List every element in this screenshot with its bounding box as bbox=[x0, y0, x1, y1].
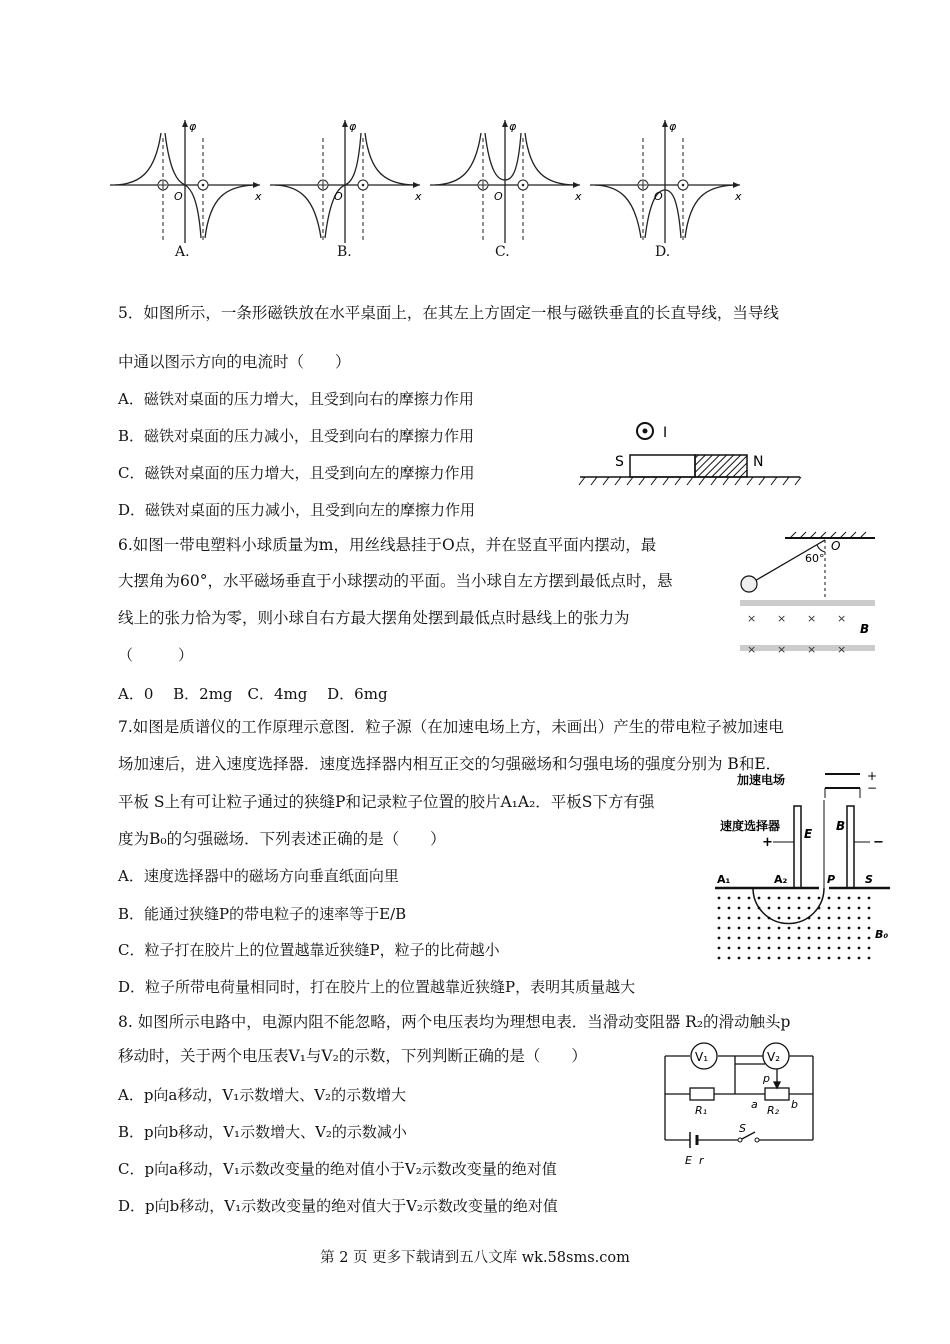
q7-option-d: D．粒子所带电荷量相同时，打在胶片上的位置越靠近狭缝P，表明其质量越大 bbox=[118, 978, 636, 996]
q7-spectrometer-figure bbox=[715, 770, 890, 965]
q5-stem-2: 中通以图示方向的电流时（ ） bbox=[118, 353, 351, 371]
ball bbox=[741, 576, 757, 592]
q7-line-3: 平板 S上有可让粒子通过的狭缝P和记录粒子位置的胶片A₁A₂．平板S下方有强 bbox=[118, 793, 655, 811]
origin-c: O bbox=[494, 190, 503, 203]
svg-text:×: × bbox=[807, 612, 817, 625]
internal-r-label: r bbox=[699, 1154, 704, 1167]
q5-option-b: B．磁铁对桌面的压力减小，且受到向右的摩擦力作用 bbox=[118, 427, 475, 445]
q5-magnet-figure bbox=[575, 415, 805, 495]
film-A1: A₁ bbox=[717, 873, 731, 886]
q6-line-1: 6.如图一带电塑料小球质量为m，用丝线悬挂于O点，并在竖直平面内摆动，最 bbox=[118, 536, 657, 554]
svg-text:×: × bbox=[807, 643, 817, 656]
q6-line-3: 线上的张力恰为零，则小球自右方最大摆角处摆到最低点时悬线上的张力为 bbox=[118, 609, 630, 627]
q5-option-c: C．磁铁对桌面的压力增大，且受到向左的摩擦力作用 bbox=[118, 464, 475, 482]
graph-label-a: A. bbox=[175, 244, 190, 260]
svg-text:×: × bbox=[777, 643, 787, 656]
q5-option-a: A．磁铁对桌面的压力增大，且受到向右的摩擦力作用 bbox=[118, 390, 474, 408]
graph-b bbox=[270, 120, 420, 243]
q6-options: A．0 B．2mg C．4mg D．6mg bbox=[118, 685, 388, 703]
q8-option-d: D．p向b移动，V₁示数改变量的绝对值大于V₂示数改变量的绝对值 bbox=[118, 1197, 558, 1215]
r2-label: R₂ bbox=[767, 1104, 780, 1117]
q7-line-4: 度为B₀的匀强磁场．下列表述正确的是（ ） bbox=[118, 830, 446, 848]
emf-label: E bbox=[685, 1154, 692, 1167]
svg-text:×: × bbox=[747, 612, 757, 625]
svg-text:×: × bbox=[777, 612, 787, 625]
axis-x-c: x bbox=[575, 190, 582, 203]
south-pole-label: S bbox=[615, 454, 624, 470]
accel-minus: − bbox=[867, 781, 878, 795]
field-B0: B₀ bbox=[875, 928, 889, 941]
selector-E: E bbox=[804, 827, 813, 841]
axis-phi-a: φ bbox=[189, 120, 197, 133]
origin-d: O bbox=[654, 190, 663, 203]
slider-p-label: p bbox=[763, 1072, 770, 1085]
axis-x-a: x bbox=[255, 190, 262, 203]
graph-label-b: B. bbox=[337, 244, 352, 260]
origin-b: O bbox=[334, 190, 343, 203]
svg-text:×: × bbox=[837, 643, 847, 656]
q5-stem-1: 5．如图所示，一条形磁铁放在水平桌面上，在其左上方固定一根与磁铁垂直的长直导线，当导线 bbox=[118, 304, 779, 322]
svg-text:×: × bbox=[837, 612, 847, 625]
r1-label: R₁ bbox=[695, 1104, 708, 1117]
axis-x-b: x bbox=[415, 190, 422, 203]
selector-minus: − bbox=[873, 835, 884, 850]
q7-line-2: 场加速后，进入速度选择器．速度选择器内相互正交的匀强磁场和匀强电场的强度分别为 B和E． bbox=[118, 755, 782, 773]
graph-label-c: C. bbox=[495, 244, 510, 260]
axis-phi-c: φ bbox=[509, 120, 517, 133]
axis-phi-d: φ bbox=[669, 120, 677, 133]
graph-label-d: D. bbox=[655, 244, 671, 260]
graph-c bbox=[430, 120, 580, 243]
page-footer: 第 2 页 更多下载请到五八文库 wk.58sms.com bbox=[320, 1250, 630, 1266]
angle-label: 60° bbox=[805, 552, 825, 565]
selector-label: 速度选择器 bbox=[720, 819, 781, 833]
q7-option-a: A．速度选择器中的磁场方向垂直纸面向里 bbox=[118, 867, 399, 885]
axis-x-d: x bbox=[735, 190, 742, 203]
selector-B: B bbox=[836, 819, 846, 833]
q7-option-b: B．能通过狭缝P的带电粒子的速率等于E/B bbox=[118, 905, 407, 923]
q8-circuit-figure bbox=[655, 1040, 825, 1170]
q7-option-c: C．粒子打在胶片上的位置越靠近狭缝P，粒子的比荷越小 bbox=[118, 941, 500, 959]
q8-line-1: 8. 如图所示电路中，电源内阻不能忽略，两个电压表均为理想电表．当滑动变阻器 R₂的滑动触头p bbox=[118, 1013, 791, 1031]
film-A2: A₂ bbox=[774, 873, 788, 886]
axis-phi-b: φ bbox=[349, 120, 357, 133]
switch-label: S bbox=[739, 1122, 746, 1135]
accel-label: 加速电场 bbox=[737, 773, 786, 787]
potential-graphs bbox=[110, 118, 750, 268]
q5-option-d: D．磁铁对桌面的压力减小，且受到向左的摩擦力作用 bbox=[118, 501, 476, 519]
q8-option-c: C．p向a移动，V₁示数改变量的绝对值小于V₂示数改变量的绝对值 bbox=[118, 1160, 557, 1178]
slit-P: P bbox=[827, 873, 836, 886]
north-pole-label: N bbox=[753, 454, 764, 470]
q6-line-4: （ ） bbox=[118, 646, 194, 664]
end-b-label: b bbox=[791, 1098, 798, 1111]
q7-line-1: 7.如图是质谱仪的工作原理示意图．粒子源（在加速电场上方，未画出）产生的带电粒子被加速电 bbox=[118, 718, 784, 736]
q8-option-a: A．p向a移动，V₁示数增大、V₂的示数增大 bbox=[118, 1086, 407, 1104]
v2-label: V₂ bbox=[767, 1050, 781, 1064]
q6-line-2: 大摆角为60°，水平磁场垂直于小球摆动的平面。当小球自左方摆到最低点时，悬 bbox=[118, 572, 673, 590]
q8-option-b: B．p向b移动，V₁示数增大、V₂的示数减小 bbox=[118, 1123, 407, 1141]
v1-label: V₁ bbox=[695, 1050, 709, 1064]
end-a-label: a bbox=[751, 1098, 758, 1111]
pivot-label: O bbox=[831, 539, 841, 553]
accel-plus: + bbox=[867, 770, 878, 783]
origin-a: O bbox=[174, 190, 183, 203]
q6-pendulum-figure bbox=[735, 530, 880, 665]
wire-label: I bbox=[663, 425, 668, 441]
selector-plus: + bbox=[762, 835, 773, 850]
field-label: B bbox=[860, 622, 870, 636]
b0-field-dots bbox=[718, 897, 871, 960]
graph-d bbox=[590, 120, 740, 243]
graph-a bbox=[110, 120, 260, 243]
plate-S: S bbox=[865, 873, 873, 886]
q8-line-2: 移动时，关于两个电压表V₁与V₂的示数，下列判断正确的是（ ） bbox=[118, 1047, 587, 1065]
svg-text:×: × bbox=[747, 643, 757, 656]
